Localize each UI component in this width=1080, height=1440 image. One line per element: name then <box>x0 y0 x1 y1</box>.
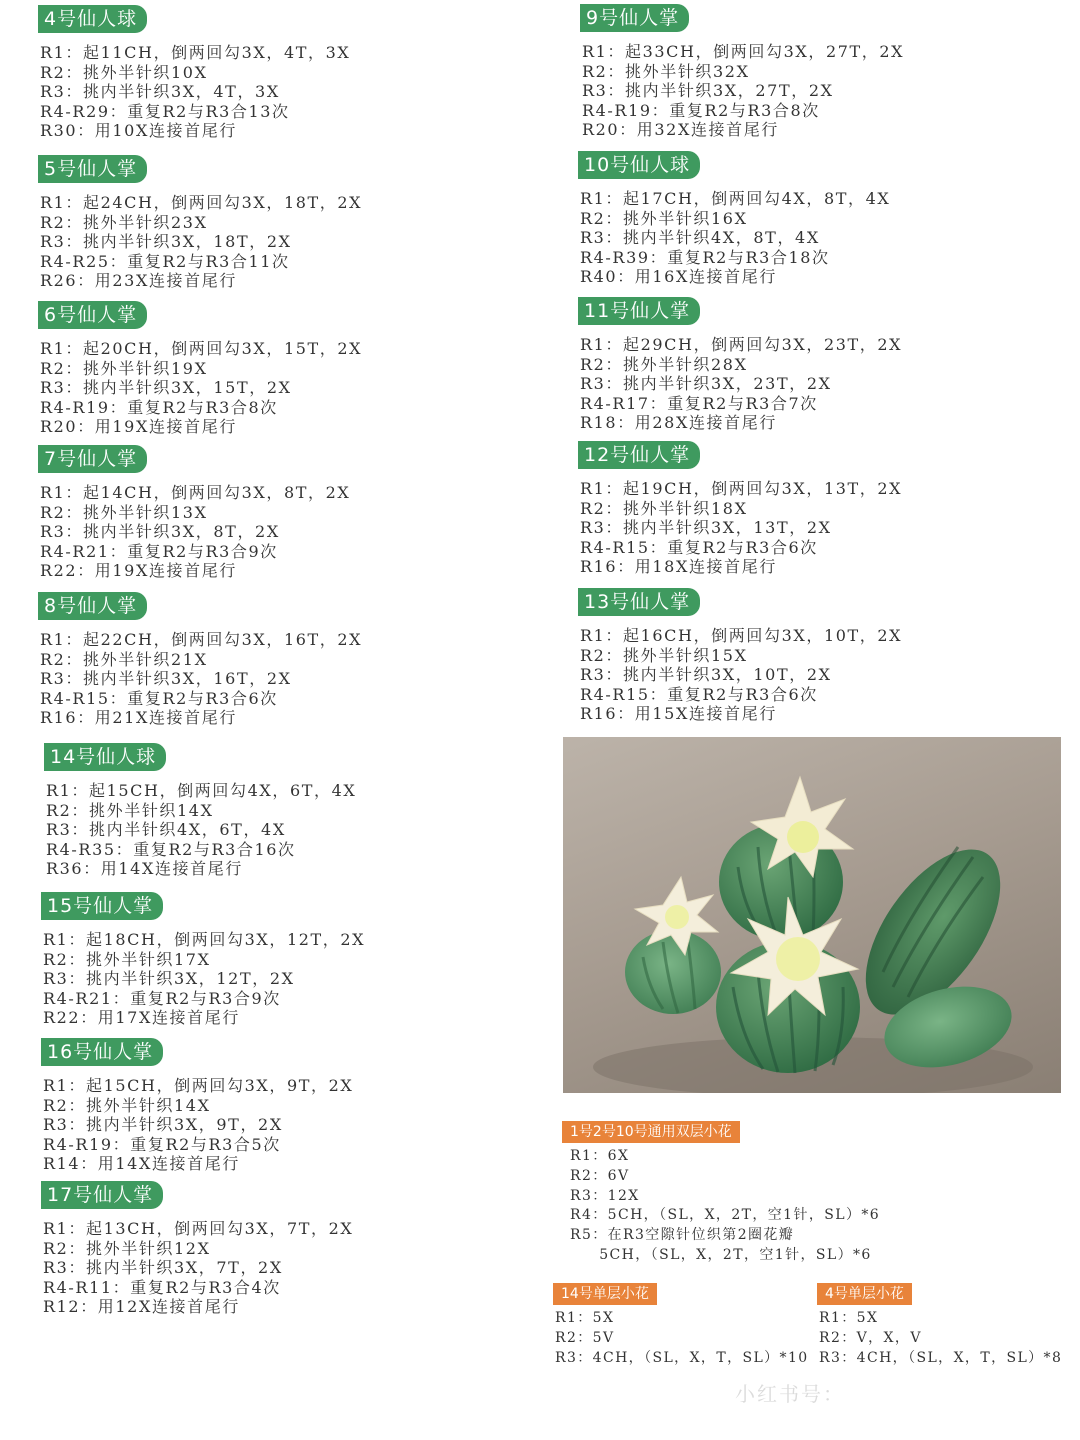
pattern-line: R1：起29CH，倒两回勾3X，23T，2X <box>580 335 903 354</box>
flower-line: R3：12X <box>570 1187 640 1204</box>
flower-line: R1：5X <box>555 1310 615 1326</box>
pattern-lines <box>40 630 362 728</box>
section-title: 5号仙人掌 <box>38 155 147 183</box>
section-title: 9号仙人掌 <box>580 4 689 32</box>
section-title: 10号仙人球 <box>578 151 700 179</box>
pattern-section-9 <box>580 4 904 140</box>
pattern-line: R3：挑内半针织3X，23T，2X <box>580 374 832 393</box>
pattern-line: R4-R19：重复R2与R3合8次 <box>40 397 278 417</box>
section-title: 11号仙人掌 <box>578 297 700 325</box>
pattern-line: R26：用23X连接首尾行 <box>40 271 237 290</box>
pattern-line: R4-R15：重复R2与R3合6次 <box>40 688 278 708</box>
pattern-line: R30：用10X连接首尾行 <box>40 121 237 140</box>
flower-section-4 <box>817 1283 1062 1368</box>
pattern-lines <box>40 43 350 141</box>
pattern-line: R2：挑外半针织13X <box>40 502 208 522</box>
pattern-line: R4-R15：重复R2与R3合6次 <box>580 684 818 704</box>
pattern-line: R20：用19X连接首尾行 <box>40 417 237 436</box>
pattern-line: R4-R17：重复R2与R3合7次 <box>580 393 818 413</box>
pattern-line: R4-R35：重复R2与R3合16次 <box>46 839 296 859</box>
pattern-line: R4-R21：重复R2与R3合9次 <box>43 988 281 1008</box>
pattern-line: R4-R11：重复R2与R3合4次 <box>43 1277 281 1297</box>
pattern-line: R12：用12X连接首尾行 <box>43 1297 240 1316</box>
pattern-line: R1：起15CH，倒两回勾3X，9T，2X <box>43 1076 354 1095</box>
pattern-line: R22：用17X连接首尾行 <box>43 1008 240 1027</box>
pattern-line: R2：挑外半针织19X <box>40 358 208 378</box>
pattern-lines <box>582 42 904 140</box>
flower-title: 4号单层小花 <box>817 1283 912 1305</box>
pattern-line: R3：挑内半针织4X，6T，4X <box>46 820 286 839</box>
pattern-line: R4-R29：重复R2与R3合13次 <box>40 101 290 121</box>
pattern-line: R16：用18X连接首尾行 <box>580 557 777 576</box>
pattern-lines <box>43 1219 353 1317</box>
pattern-line: R1：起18CH，倒两回勾3X，12T，2X <box>43 930 366 949</box>
pattern-line: R3：挑内半针织3X，27T，2X <box>582 81 834 100</box>
pattern-line: R4-R15：重复R2与R3合6次 <box>580 537 818 557</box>
pattern-line: R3：挑内半针织3X，13T，2X <box>580 518 832 537</box>
pattern-line: R14：用14X连接首尾行 <box>43 1154 240 1173</box>
flower-line: R5：在R3空隙针位织第2圈花瓣 <box>570 1227 795 1244</box>
pattern-section-6 <box>38 301 362 437</box>
section-title: 8号仙人掌 <box>38 592 147 620</box>
pattern-line: R4-R39：重复R2与R3合18次 <box>580 247 830 267</box>
pattern-line: R1：起11CH，倒两回勾3X，4T，3X <box>40 43 351 62</box>
pattern-line: R4-R19：重复R2与R3合8次 <box>582 100 820 120</box>
flower-line: R3：4CH，（SL，X，T，SL）*8 <box>819 1349 1063 1366</box>
pattern-line: R3：挑内半针织3X，9T，2X <box>43 1115 283 1134</box>
flower-section-14 <box>553 1283 809 1368</box>
pattern-line: R1：起16CH，倒两回勾3X，10T，2X <box>580 626 903 645</box>
pattern-line: R4-R25：重复R2与R3合11次 <box>40 251 290 271</box>
crochet-cactus-illustration <box>563 737 1061 1093</box>
pattern-line: R3：挑内半针织3X，4T，3X <box>40 82 280 101</box>
pattern-line: R2：挑外半针织21X <box>40 649 208 669</box>
pattern-line: R1：起20CH，倒两回勾3X，15T，2X <box>40 339 363 358</box>
section-title: 14号仙人球 <box>44 743 166 771</box>
pattern-section-14 <box>44 743 356 879</box>
pattern-line: R40：用16X连接首尾行 <box>580 267 777 286</box>
pattern-line: R2：挑外半针织10X <box>40 62 208 82</box>
pattern-line: R1：起14CH，倒两回勾3X，8T，2X <box>40 483 351 502</box>
pattern-section-12 <box>578 441 902 577</box>
pattern-lines <box>46 781 356 879</box>
pattern-line: R16：用15X连接首尾行 <box>580 704 777 723</box>
pattern-line: R2：挑外半针织18X <box>580 498 748 518</box>
pattern-line: R2：挑外半针织17X <box>43 949 211 969</box>
flower-line: R1：5X <box>819 1310 879 1326</box>
pattern-line: R3：挑内半针织3X，7T，2X <box>43 1258 283 1277</box>
pattern-line: R2：挑外半针织14X <box>43 1095 211 1115</box>
section-title: 6号仙人掌 <box>38 301 147 329</box>
section-title: 7号仙人掌 <box>38 445 147 473</box>
pattern-section-8 <box>38 592 362 728</box>
pattern-lines <box>40 193 362 291</box>
flower-title: 1号2号10号通用双层小花 <box>562 1121 740 1143</box>
pattern-line: R3：挑内半针织3X，18T，2X <box>40 232 292 251</box>
flower-line: R2：6V <box>570 1167 630 1184</box>
pattern-section-13 <box>578 588 902 724</box>
pattern-line: R20：用32X连接首尾行 <box>582 120 779 139</box>
flower-line: 5CH，（SL，X，2T，空1针，SL）*6 <box>570 1246 872 1263</box>
section-title: 16号仙人掌 <box>41 1038 163 1066</box>
pattern-line: R1：起19CH，倒两回勾3X，13T，2X <box>580 479 903 498</box>
pattern-lines <box>580 626 902 724</box>
pattern-section-16 <box>41 1038 353 1174</box>
pattern-line: R2：挑外半针织14X <box>46 800 214 820</box>
flower-line: R1：6X <box>570 1148 630 1164</box>
pattern-section-11 <box>578 297 902 433</box>
pattern-line: R4-R21：重复R2与R3合9次 <box>40 541 278 561</box>
pattern-section-7 <box>38 445 350 581</box>
pattern-line: R1：起17CH，倒两回勾4X，8T，4X <box>580 189 891 208</box>
pattern-line: R18：用28X连接首尾行 <box>580 413 777 432</box>
pattern-line: R1：起13CH，倒两回勾3X，7T，2X <box>43 1219 354 1238</box>
section-title: 12号仙人掌 <box>578 441 700 469</box>
pattern-line: R36：用14X连接首尾行 <box>46 859 243 878</box>
pattern-line: R2：挑外半针织12X <box>43 1238 211 1258</box>
pattern-line: R3：挑内半针织3X，12T，2X <box>43 969 295 988</box>
pattern-section-15 <box>41 892 365 1028</box>
pattern-line: R3：挑内半针织3X，10T，2X <box>580 665 832 684</box>
pattern-line: R2：挑外半针织16X <box>580 208 748 228</box>
pattern-lines <box>580 479 902 577</box>
pattern-section-5 <box>38 155 362 291</box>
pattern-line: R2：挑外半针织15X <box>580 645 748 665</box>
pattern-lines <box>40 483 350 581</box>
pattern-line: R1：起15CH，倒两回勾4X，6T，4X <box>46 781 357 800</box>
pattern-line: R3：挑内半针织3X，16T，2X <box>40 669 292 688</box>
cactus-photo <box>563 737 1061 1093</box>
pattern-line: R3：挑内半针织3X，15T，2X <box>40 378 292 397</box>
flower-lines <box>570 1147 880 1266</box>
flower-line: R2：5V <box>555 1329 615 1346</box>
pattern-line: R2：挑外半针织32X <box>582 61 750 81</box>
section-title: 4号仙人球 <box>38 5 147 33</box>
pattern-line: R1：起22CH，倒两回勾3X，16T，2X <box>40 630 363 649</box>
section-title: 15号仙人掌 <box>41 892 163 920</box>
pattern-line: R16：用21X连接首尾行 <box>40 708 237 727</box>
section-title: 13号仙人掌 <box>578 588 700 616</box>
flower-section-1-2-10 <box>562 1121 880 1266</box>
watermark-text: 小红书号： <box>735 1382 845 1406</box>
pattern-lines <box>580 189 890 287</box>
pattern-section-17 <box>41 1181 353 1317</box>
pattern-lines <box>43 1076 353 1174</box>
pattern-line: R22：用19X连接首尾行 <box>40 561 237 580</box>
pattern-line: R2：挑外半针织23X <box>40 212 208 232</box>
section-title: 17号仙人掌 <box>41 1181 163 1209</box>
pattern-section-10 <box>578 151 890 287</box>
pattern-line: R2：挑外半针织28X <box>580 354 748 374</box>
flower-title: 14号单层小花 <box>553 1283 657 1305</box>
pattern-line: R3：挑内半针织3X，8T，2X <box>40 522 280 541</box>
pattern-lines <box>580 335 902 433</box>
flower-lines <box>819 1309 1062 1368</box>
pattern-section-4 <box>38 5 350 141</box>
pattern-line: R1：起24CH，倒两回勾3X，18T，2X <box>40 193 363 212</box>
pattern-line: R3：挑内半针织4X，8T，4X <box>580 228 820 247</box>
flower-line: R2：V，X，V <box>819 1329 922 1346</box>
pattern-line: R4-R19：重复R2与R3合5次 <box>43 1134 281 1154</box>
flower-line: R4：5CH，（SL，X，2T，空1针，SL）*6 <box>570 1207 881 1224</box>
flower-lines <box>555 1309 809 1368</box>
pattern-line: R1：起33CH，倒两回勾3X，27T，2X <box>582 42 905 61</box>
pattern-lines <box>40 339 362 437</box>
pattern-lines <box>43 930 365 1028</box>
flower-line: R3：4CH，（SL，X，T，SL）*10 <box>555 1349 809 1366</box>
